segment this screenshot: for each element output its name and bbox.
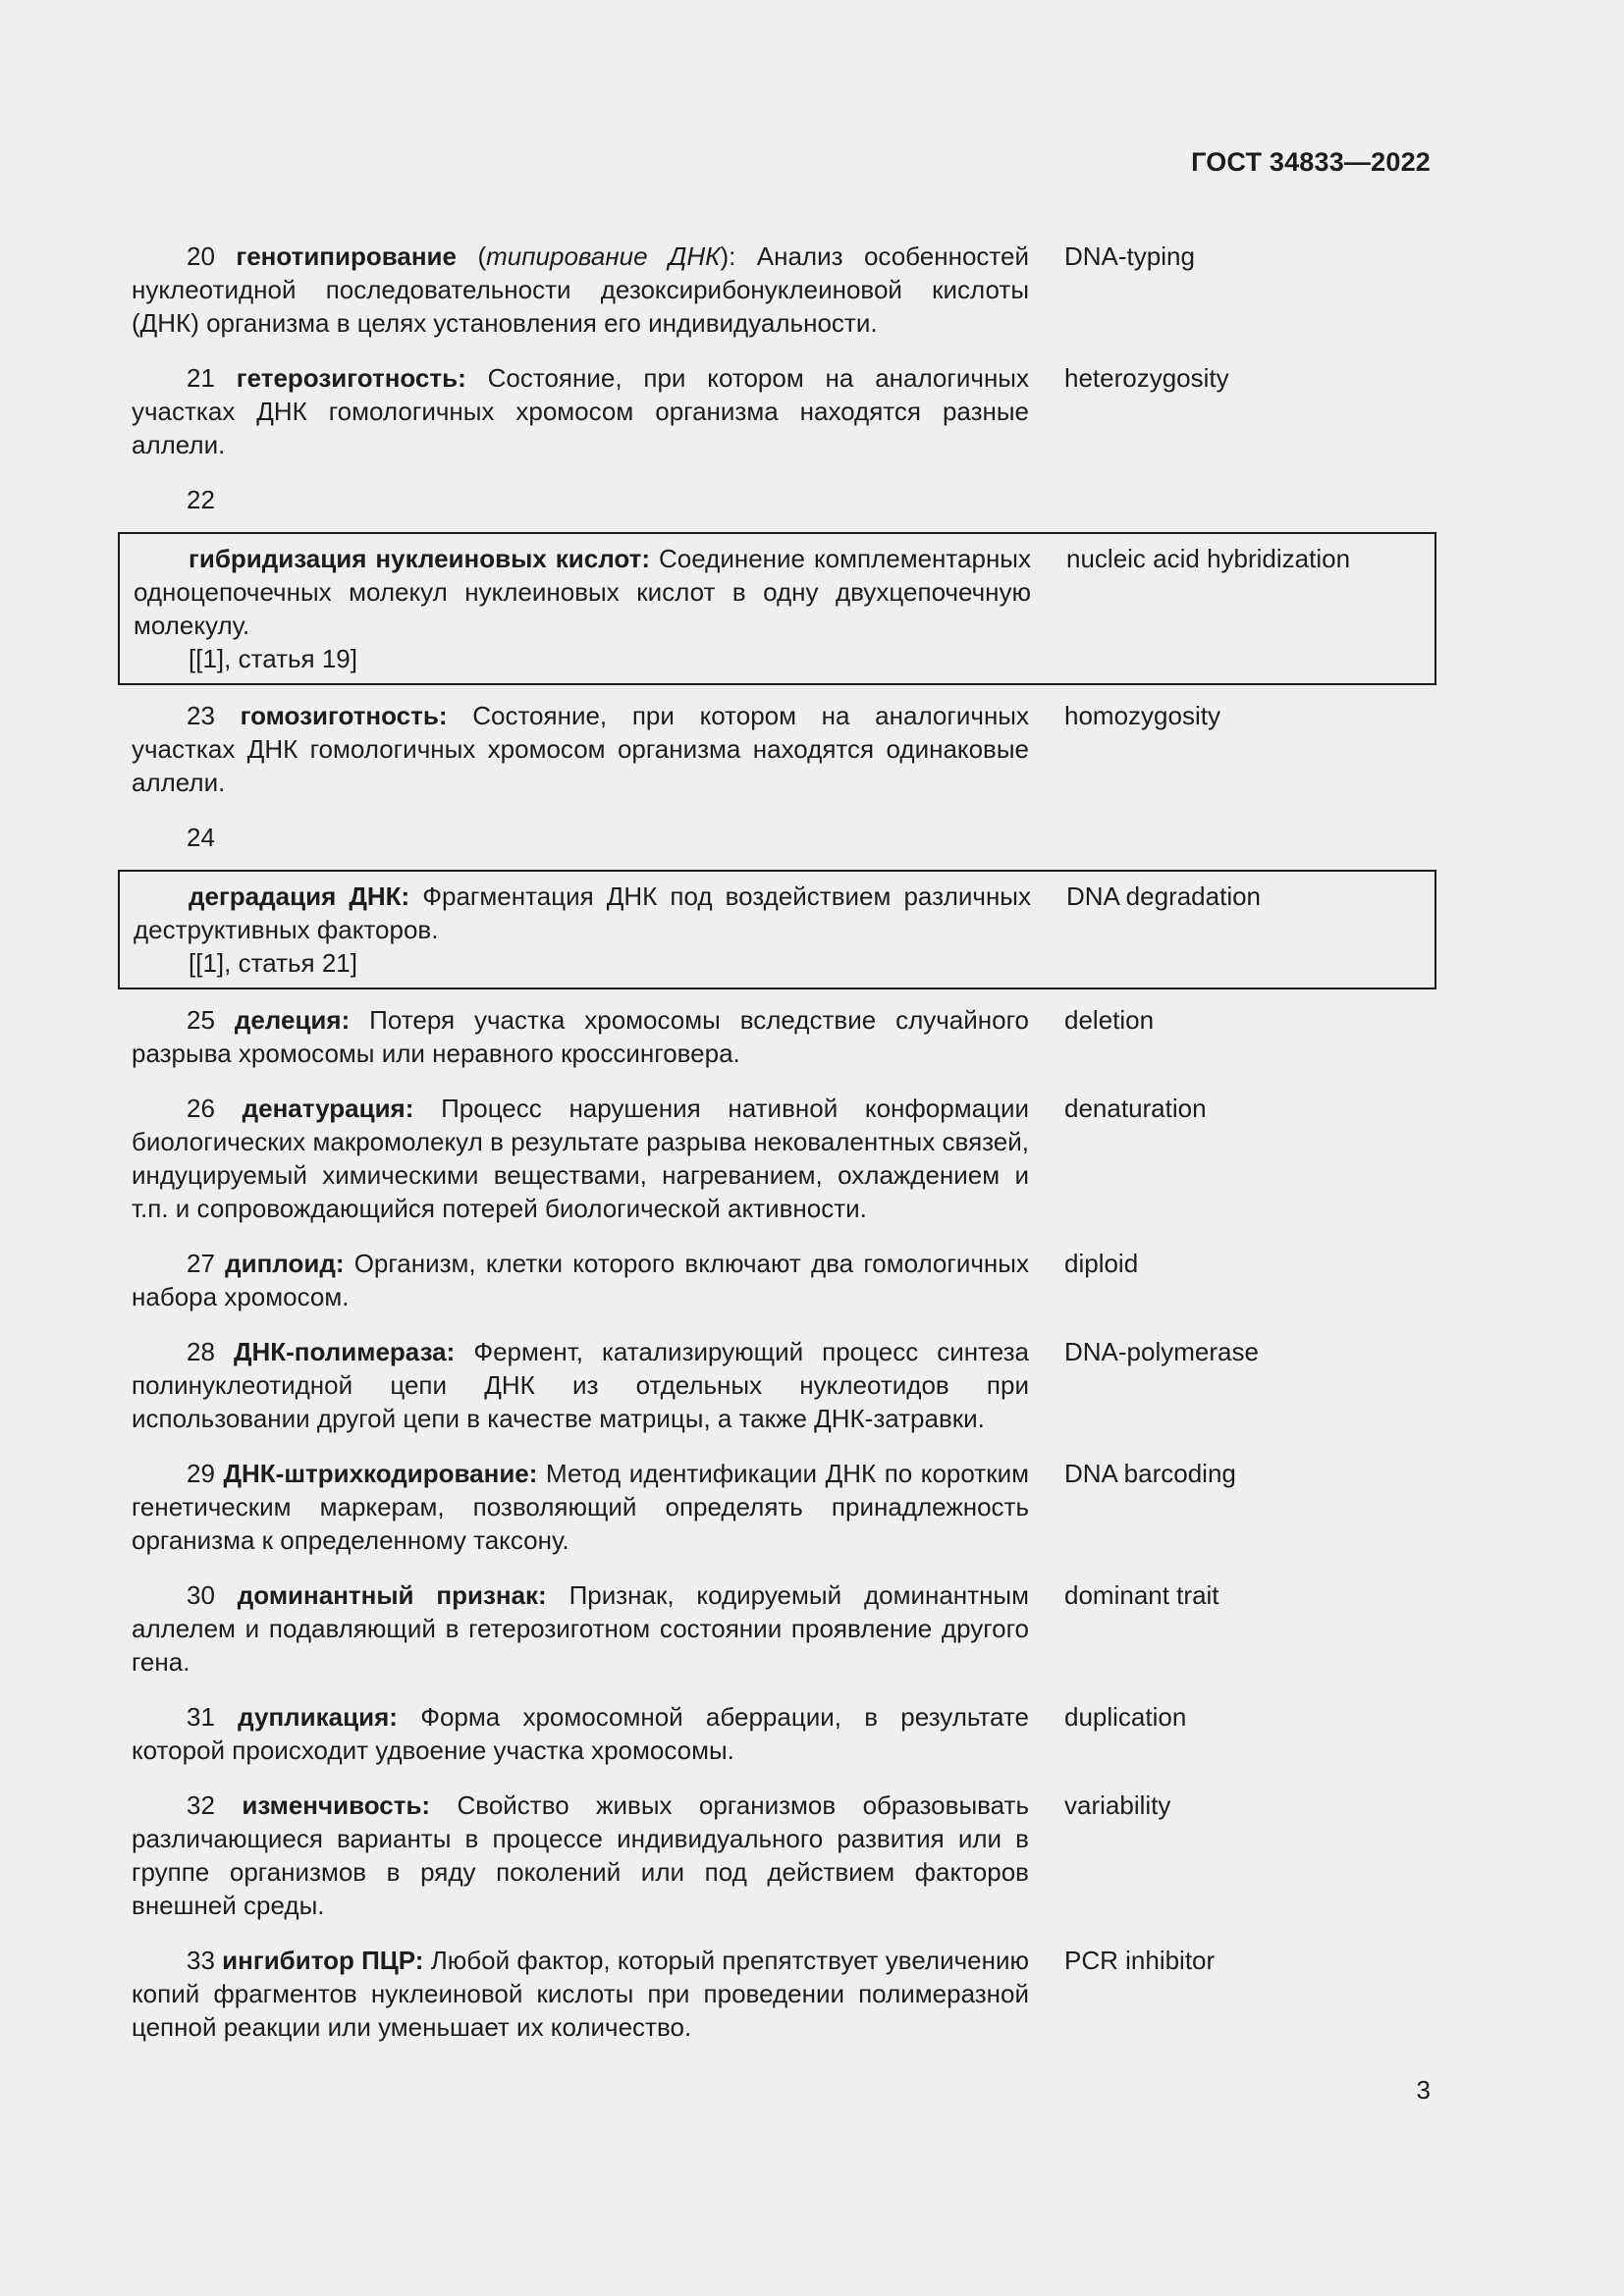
term-entry-31	[132, 1700, 1433, 1767]
term-number: 26	[187, 1094, 215, 1123]
term-text: Признак, кодируемый доминантным аллелем и подавляющий в гетерозиготном состоянии проявление другого гена.	[132, 1580, 1029, 1677]
term-text: Фермент, катализирующий процесс синтеза полинуклеотидной цепи ДНК из отдельных нуклеотидов при использовании другой цепи в качестве матрицы, а также ДНК-затравки.	[132, 1337, 1029, 1433]
term-definition: 20 генотипирование (типирование ДНК): Анализ особенностей нуклеотидной последовательности дезоксирибонуклеиновой кислоты (ДНК) организма в целях установления его индивидуальности.	[132, 241, 1029, 338]
term-definition	[132, 1092, 1029, 1225]
term-entry-24	[134, 880, 1435, 946]
term-definition	[132, 1944, 1029, 2044]
term-english: PCR inhibitor	[1064, 1946, 1216, 1975]
term-name: ингибитор ПЦР:	[222, 1946, 424, 1975]
term-definition	[132, 1578, 1029, 1679]
term-entry-22-box	[118, 532, 1436, 685]
term-name: деградация ДНК:	[189, 881, 410, 911]
term-definition	[132, 361, 1029, 461]
term-name: ДНК-штрихкодирование:	[223, 1459, 538, 1488]
term-number: 28	[187, 1337, 215, 1366]
term-english: DNA barcoding	[1064, 1459, 1236, 1488]
term-name: ДНК-полимераза:	[233, 1337, 456, 1366]
term-reference: [[1], статья 19]	[189, 644, 357, 673]
term-definition	[132, 699, 1029, 799]
term-english: deletion	[1064, 1005, 1155, 1035]
term-synonym: типирование ДНК	[486, 241, 721, 271]
term-text: Любой фактор, который препятствует увеличению копий фрагментов нуклеиновой кислоты при проведении полимеразной цепной реакции или уменьшает их количество.	[132, 1946, 1030, 2042]
term-name: гетерозиготность:	[236, 363, 466, 393]
term-entry-24-box	[118, 870, 1436, 989]
term-definition	[132, 1700, 1029, 1767]
term-number: 23	[187, 701, 215, 730]
term-english: heterozygosity	[1064, 363, 1229, 393]
term-number: 32	[187, 1790, 215, 1820]
term-number: 25	[187, 1005, 215, 1035]
term-name: денатурация:	[242, 1094, 414, 1123]
term-definition	[132, 1003, 1029, 1070]
terms-list	[132, 240, 1433, 2065]
term-text: Метод идентификации ДНК по коротким генетическим маркерам, позволяющий определять принадлежность организма к определенному таксону.	[132, 1459, 1029, 1555]
term-text: Соединение комплементарных одноцепочечных молекул нуклеиновых кислот в одну двухцепочечную молекулу.	[134, 544, 1031, 640]
term-number: 21	[187, 363, 215, 393]
term-name: дупликация:	[238, 1702, 398, 1732]
term-text: Потеря участка хромосомы вследствие случайного разрыва хромосомы или неравного кроссинговера.	[132, 1005, 1029, 1068]
term-entry-27	[132, 1247, 1433, 1313]
term-english: denaturation	[1064, 1094, 1207, 1123]
term-definition	[132, 1335, 1029, 1435]
term-reference: [[1], статья 21]	[189, 948, 357, 978]
term-english: dominant trait	[1064, 1580, 1219, 1610]
term-name: делеция:	[234, 1005, 351, 1035]
term-name: диплоид:	[225, 1249, 345, 1278]
term-text: Состояние, при котором на аналогичных участках ДНК гомологичных хромосом организма находятся разные аллели.	[132, 363, 1029, 459]
term-entry-20	[132, 240, 1433, 340]
term-definition	[132, 1457, 1029, 1557]
term-text: Фрагментация ДНК под воздействием различных деструктивных факторов.	[134, 881, 1031, 944]
term-entry-29	[132, 1457, 1433, 1557]
term-entry-32	[132, 1789, 1433, 1922]
term-text: Процесс нарушения нативной конформации биологических макромолекул в результате разрыва нековалентных связей, индуцируемый химическими веществами, нагреванием, охлаждением и т.п. и сопровождающийся потерей биологической активности.	[132, 1094, 1029, 1223]
term-number: 24	[187, 823, 215, 852]
term-entry-23	[132, 699, 1433, 799]
term-entry-22	[134, 542, 1435, 642]
term-name: изменчивость:	[242, 1790, 431, 1820]
term-entry-25	[132, 1003, 1433, 1070]
term-number: 29	[187, 1459, 215, 1488]
term-entry-26	[132, 1092, 1433, 1225]
term-name: гомозиготность:	[240, 701, 448, 730]
term-english: homozygosity	[1064, 701, 1220, 730]
term-english: DNA degradation	[1066, 881, 1262, 911]
term-number: 33	[187, 1946, 215, 1975]
term-definition	[134, 880, 1031, 946]
term-number: 20	[187, 241, 215, 271]
page-number: 3	[1416, 2075, 1431, 2105]
term-text: Организм, клетки которого включают два гомологичных набора хромосом.	[132, 1249, 1029, 1311]
term-number: 30	[187, 1580, 215, 1610]
document-id: ГОСТ 34833—2022	[1191, 147, 1431, 177]
term-entry-21	[132, 361, 1433, 461]
term-entry-30	[132, 1578, 1433, 1679]
term-text: Анализ особенностей нуклеотидной последовательности дезоксирибонуклеиновой кислоты (ДНК) организма в целях установления его индивидуальности.	[132, 241, 1029, 338]
term-number: 31	[187, 1702, 215, 1732]
term-english: diploid	[1064, 1249, 1139, 1278]
term-text: Форма хромосомной аберрации, в результате которой происходит удвоение участка хромосомы.	[132, 1702, 1029, 1765]
term-english: duplication	[1064, 1702, 1187, 1732]
term-text: Свойство живых организмов образовывать различающиеся варианты в процессе индивидуального развития или в группе организмов в ряду поколений или под действием факторов внешней среды.	[132, 1790, 1029, 1920]
term-entry-33	[132, 1944, 1433, 2044]
term-definition	[132, 1247, 1029, 1313]
term-english: DNA-polymerase	[1064, 1337, 1259, 1366]
term-definition	[134, 542, 1031, 642]
term-text: Состояние, при котором на аналогичных участках ДНК гомологичных хромосом организма находятся одинаковые аллели.	[132, 701, 1029, 797]
term-name: генотипирование	[236, 241, 458, 271]
term-english: DNA-typing	[1064, 241, 1195, 271]
term-definition	[132, 1789, 1029, 1922]
term-name: гибридизация нуклеиновых кислот:	[189, 544, 651, 573]
term-english: variability	[1064, 1790, 1171, 1820]
term-entry-28	[132, 1335, 1433, 1435]
term-english: nucleic acid hybridization	[1066, 544, 1351, 573]
term-number: 22	[187, 485, 215, 514]
term-name: доминантный признак:	[237, 1580, 547, 1610]
term-number: 27	[187, 1249, 215, 1278]
